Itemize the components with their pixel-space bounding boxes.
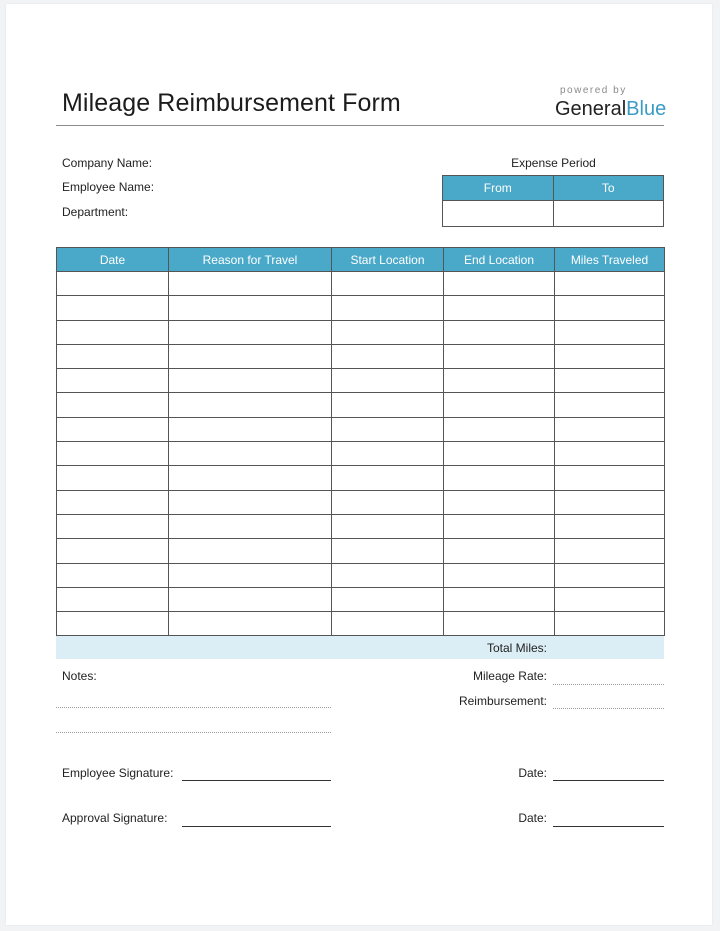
department-label: Department: (62, 205, 129, 219)
table-cell[interactable] (57, 272, 169, 296)
brand-name-part2: Blue (626, 98, 667, 120)
company-name-label: Company Name: (62, 156, 153, 170)
table-cell[interactable] (332, 587, 444, 611)
mileage-rate-label: Mileage Rate: (472, 669, 547, 683)
table-row (57, 296, 665, 320)
table-row (57, 563, 665, 587)
table-cell[interactable] (57, 320, 169, 344)
employee-date-label: Date: (518, 766, 547, 780)
table-cell[interactable] (169, 320, 332, 344)
table-cell[interactable] (555, 344, 665, 368)
mileage-log-table (56, 247, 665, 636)
table-row (57, 393, 665, 417)
table-cell[interactable] (332, 514, 444, 538)
table-row (57, 417, 665, 441)
employee-name-label: Employee Name: (62, 180, 155, 194)
column-header-miles: Miles Traveled (555, 248, 665, 272)
table-cell[interactable] (57, 514, 169, 538)
table-cell[interactable] (57, 587, 169, 611)
table-cell[interactable] (444, 442, 555, 466)
table-cell[interactable] (444, 490, 555, 514)
notes-label: Notes: (62, 669, 97, 683)
table-cell[interactable] (555, 612, 665, 636)
table-cell[interactable] (555, 442, 665, 466)
table-cell[interactable] (555, 296, 665, 320)
table-cell[interactable] (555, 320, 665, 344)
table-cell[interactable] (57, 466, 169, 490)
table-row (57, 369, 665, 393)
period-to-field[interactable] (553, 201, 664, 227)
table-cell[interactable] (555, 393, 665, 417)
table-row (57, 442, 665, 466)
approval-signature-label: Approval Signature: (62, 811, 168, 825)
powered-by-label: powered by (560, 85, 627, 96)
table-cell[interactable] (169, 442, 332, 466)
table-cell[interactable] (555, 490, 665, 514)
table-cell[interactable] (57, 344, 169, 368)
table-cell[interactable] (57, 417, 169, 441)
table-cell[interactable] (444, 344, 555, 368)
table-cell[interactable] (57, 296, 169, 320)
notes-line-1[interactable] (56, 707, 331, 708)
title-divider (56, 125, 664, 126)
approval-signature-field[interactable] (182, 826, 331, 827)
table-cell[interactable] (332, 466, 444, 490)
table-cell[interactable] (444, 393, 555, 417)
employee-signature-label: Employee Signature: (62, 766, 174, 780)
reimbursement-field[interactable] (553, 708, 664, 709)
reimbursement-label: Reimbursement: (458, 694, 547, 708)
column-header-reason: Reason for Travel (169, 248, 332, 272)
form-title: Mileage Reimbursement Form (62, 89, 401, 117)
table-cell[interactable] (332, 612, 444, 636)
employee-date-field[interactable] (553, 780, 664, 781)
table-cell[interactable] (444, 514, 555, 538)
table-cell[interactable] (169, 514, 332, 538)
table-row (57, 539, 665, 563)
table-cell[interactable] (57, 539, 169, 563)
table-row (57, 514, 665, 538)
table-cell[interactable] (169, 393, 332, 417)
table-cell[interactable] (332, 320, 444, 344)
table-cell[interactable] (169, 490, 332, 514)
table-cell[interactable] (169, 563, 332, 587)
table-cell[interactable] (57, 563, 169, 587)
table-cell[interactable] (332, 539, 444, 563)
table-cell[interactable] (169, 272, 332, 296)
table-cell[interactable] (444, 587, 555, 611)
table-row (57, 466, 665, 490)
table-cell[interactable] (555, 563, 665, 587)
table-cell[interactable] (332, 442, 444, 466)
mileage-rate-field[interactable] (553, 684, 664, 685)
table-cell[interactable] (332, 344, 444, 368)
table-cell[interactable] (555, 514, 665, 538)
table-cell[interactable] (444, 466, 555, 490)
expense-period-table (442, 175, 664, 227)
approval-date-label: Date: (518, 811, 547, 825)
period-from-field[interactable] (443, 201, 554, 227)
table-row (57, 344, 665, 368)
table-cell[interactable] (444, 296, 555, 320)
table-cell[interactable] (555, 466, 665, 490)
table-cell[interactable] (169, 369, 332, 393)
table-row (57, 612, 665, 636)
table-cell[interactable] (57, 393, 169, 417)
approval-date-field[interactable] (553, 826, 664, 827)
table-cell[interactable] (332, 272, 444, 296)
table-cell[interactable] (444, 612, 555, 636)
table-cell[interactable] (332, 563, 444, 587)
table-cell[interactable] (169, 587, 332, 611)
table-cell[interactable] (444, 539, 555, 563)
table-row (57, 320, 665, 344)
table-cell[interactable] (57, 442, 169, 466)
table-cell[interactable] (169, 539, 332, 563)
table-cell[interactable] (332, 417, 444, 441)
table-cell[interactable] (57, 612, 169, 636)
table-row (57, 587, 665, 611)
table-cell[interactable] (555, 587, 665, 611)
table-cell[interactable] (444, 417, 555, 441)
table-cell[interactable] (555, 369, 665, 393)
table-cell[interactable] (57, 369, 169, 393)
mileage-log-body (57, 272, 665, 636)
table-cell[interactable] (169, 417, 332, 441)
brand-name-part1: General (555, 98, 627, 120)
table-cell[interactable] (169, 344, 332, 368)
table-cell[interactable] (444, 272, 555, 296)
table-cell[interactable] (169, 296, 332, 320)
table-row (57, 490, 665, 514)
column-header-end-location: End Location (444, 248, 555, 272)
column-header-date: Date (57, 248, 169, 272)
table-cell[interactable] (555, 539, 665, 563)
table-cell[interactable] (444, 320, 555, 344)
table-cell[interactable] (332, 296, 444, 320)
notes-line-2[interactable] (56, 732, 331, 733)
column-header-start-location: Start Location (332, 248, 444, 272)
table-cell[interactable] (555, 417, 665, 441)
total-miles-label: Total Miles: (486, 641, 547, 655)
table-cell[interactable] (332, 490, 444, 514)
expense-period-title: Expense Period (511, 156, 596, 170)
table-cell[interactable] (332, 393, 444, 417)
table-cell[interactable] (444, 369, 555, 393)
brand-logo (555, 98, 666, 121)
table-cell[interactable] (169, 612, 332, 636)
employee-signature-field[interactable] (182, 780, 331, 781)
period-to-header: To (553, 176, 664, 201)
table-cell[interactable] (57, 490, 169, 514)
period-from-header: From (443, 176, 554, 201)
table-cell[interactable] (332, 369, 444, 393)
table-cell[interactable] (444, 563, 555, 587)
table-cell[interactable] (555, 272, 665, 296)
table-row (57, 272, 665, 296)
table-cell[interactable] (169, 466, 332, 490)
